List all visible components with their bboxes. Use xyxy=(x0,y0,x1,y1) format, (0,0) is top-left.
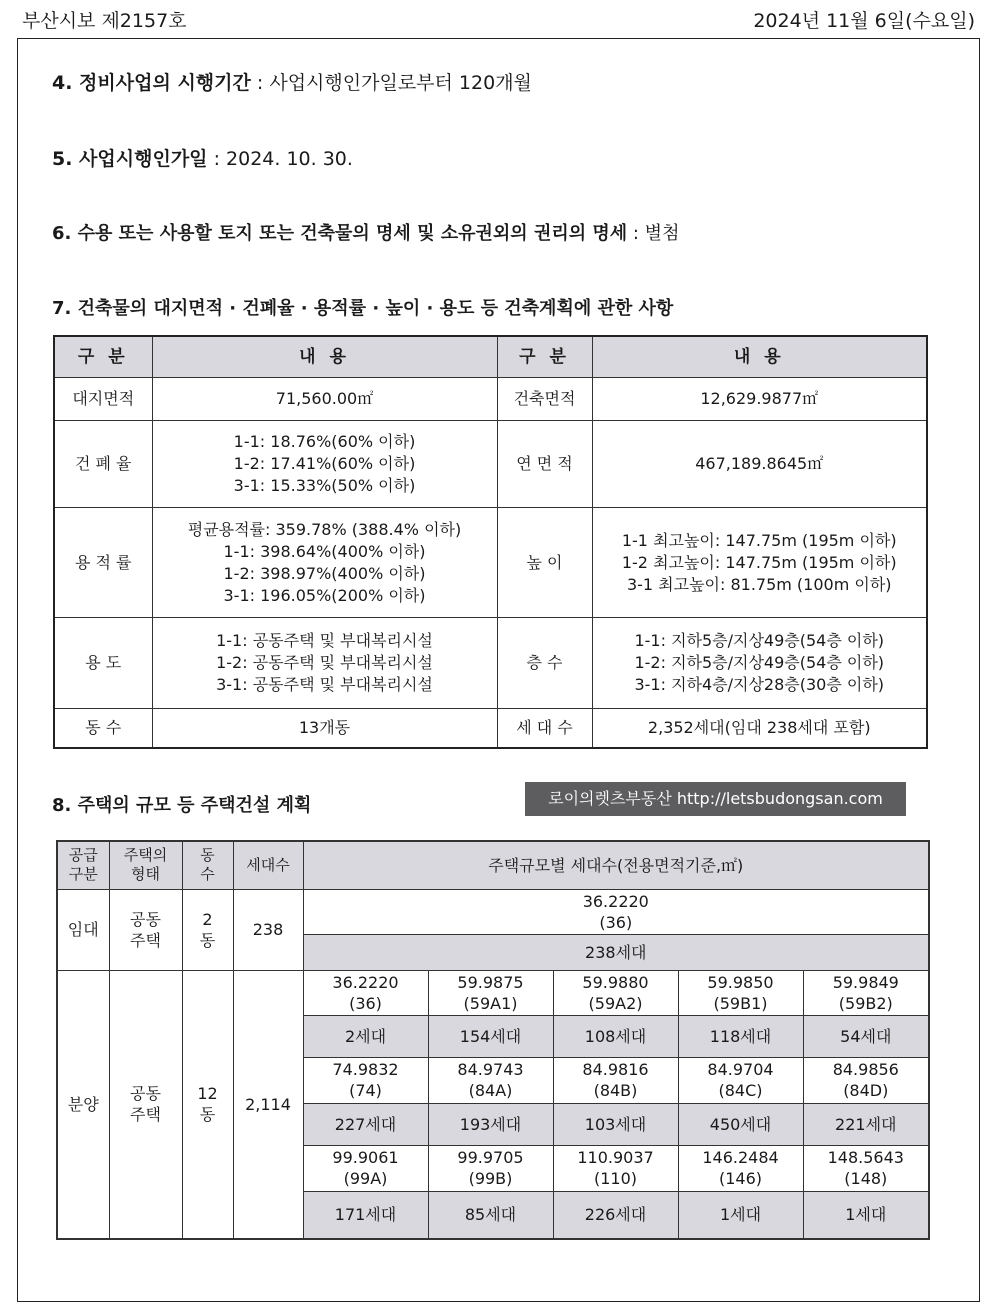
section-6 xyxy=(52,219,679,245)
header-buildings-line: 동 xyxy=(200,846,215,865)
count-cell: 1세대 xyxy=(678,1191,803,1239)
header-type-line: 주택의 xyxy=(123,846,168,865)
size-cell xyxy=(553,1145,678,1191)
rental-households: 238 xyxy=(233,889,303,970)
size-type: (110) xyxy=(593,1169,638,1188)
buildings-value: 13개동 xyxy=(152,709,497,748)
far-line: 1-2: 398.97%(400% 이하) xyxy=(223,563,426,583)
header-supply-line: 구분 xyxy=(68,865,98,884)
far-line: 3-1: 196.05%(200% 이하) xyxy=(223,585,426,605)
size-type: (36) xyxy=(599,912,633,932)
total-floor-area-label: 연 면 적 xyxy=(497,421,592,508)
header-buildings xyxy=(182,841,233,889)
size-area: 59.9875 xyxy=(457,972,524,992)
size-type: (84D) xyxy=(843,1081,889,1100)
coverage-line: 1-2: 17.41%(60% 이하) xyxy=(233,454,416,473)
building-area-label: 건축면적 xyxy=(497,378,592,421)
floors-line: 3-1: 지하4층/지상28층(30층 이하) xyxy=(634,675,885,694)
housing-plan-table xyxy=(56,840,930,1240)
use-line: 1-2: 공동주택 및 부대복리시설 xyxy=(216,653,433,672)
size-area: 36.2220 xyxy=(332,972,399,992)
households-value: 2,352세대(임대 238세대 포함) xyxy=(592,709,927,748)
floors-line: 1-2: 지하5층/지상49층(54층 이하) xyxy=(634,653,885,672)
sale-type-line: 주택 xyxy=(130,1105,161,1125)
rental-type-line: 주택 xyxy=(130,930,161,950)
section-6-label: 6. 수용 또는 사용할 토지 또는 건축물의 명세 및 소유권외의 권리의 명세 xyxy=(52,223,628,244)
use-line: 3-1: 공동주택 및 부대복리시설 xyxy=(216,675,433,694)
size-type: (59B2) xyxy=(838,993,893,1013)
section-6-value: : 별첨 xyxy=(632,223,680,244)
count-cell: 118세대 xyxy=(678,1015,803,1057)
coverage-value xyxy=(152,421,497,508)
count-cell: 450세대 xyxy=(678,1103,803,1145)
height-line: 1-2 최고높이: 147.75m (195m 이하) xyxy=(621,552,897,572)
size-cell xyxy=(803,1057,929,1103)
use-line: 1-1: 공동주택 및 부대복리시설 xyxy=(216,631,433,650)
table-row xyxy=(54,618,927,709)
coverage-line: 1-1: 18.76%(60% 이하) xyxy=(233,432,416,451)
size-area: 99.9061 xyxy=(332,1148,399,1167)
rental-buildings xyxy=(182,889,233,970)
header-households: 세대수 xyxy=(233,841,303,889)
size-cell xyxy=(678,1057,803,1103)
size-cell xyxy=(428,1145,553,1191)
rental-buildings-line: 동 xyxy=(199,930,216,950)
total-floor-area-value: 467,189.8645㎡ xyxy=(592,421,927,508)
section-7-label: 7. 건축물의 대지면적 · 건폐율 · 용적률 · 높이 · 용도 등 건축계획에 관한 사항 xyxy=(52,298,674,319)
size-type: (84C) xyxy=(718,1081,763,1100)
header-buildings-line: 수 xyxy=(200,865,215,884)
far-value xyxy=(152,508,497,618)
far-line: 1-1: 398.64%(400% 이하) xyxy=(223,541,426,561)
section-7 xyxy=(52,294,673,320)
size-type: (59A1) xyxy=(463,993,518,1013)
count-cell: 108세대 xyxy=(553,1015,678,1057)
bulletin-number: 부산시보 제2157호 xyxy=(22,10,187,32)
header-category-left: 구 분 xyxy=(54,336,152,378)
size-type: (148) xyxy=(844,1169,888,1188)
size-area: 84.9816 xyxy=(582,1060,649,1079)
height-label: 높 이 xyxy=(497,508,592,618)
table-row xyxy=(54,508,927,618)
section-4-label: 4. 정비사업의 시행기간 xyxy=(52,72,251,94)
sale-type-line: 공동 xyxy=(130,1084,161,1104)
table-row xyxy=(57,889,929,934)
count-cell: 1세대 xyxy=(803,1191,929,1239)
size-area: 59.9850 xyxy=(707,972,774,992)
size-type: (59B1) xyxy=(713,993,768,1013)
sale-buildings-line: 동 xyxy=(199,1105,216,1125)
floors-value xyxy=(592,618,927,709)
table-row xyxy=(54,378,927,421)
size-area: 59.9880 xyxy=(582,972,649,992)
use-value xyxy=(152,618,497,709)
count-cell: 221세대 xyxy=(803,1103,929,1145)
coverage-label: 건 폐 율 xyxy=(54,421,152,508)
size-area: 59.9849 xyxy=(832,972,899,992)
far-line: 평균용적률: 359.78% (388.4% 이하) xyxy=(187,519,462,539)
count-cell: 154세대 xyxy=(428,1015,553,1057)
sale-buildings xyxy=(182,970,233,1239)
size-cell xyxy=(428,970,553,1015)
size-type: (36) xyxy=(349,993,382,1013)
size-area: 74.9832 xyxy=(332,1060,399,1079)
buildings-label: 동 수 xyxy=(54,709,152,748)
table-row xyxy=(57,970,929,1015)
size-cell xyxy=(803,970,929,1015)
count-cell: 171세대 xyxy=(303,1191,428,1239)
count-cell: 54세대 xyxy=(803,1015,929,1057)
size-cell xyxy=(303,1145,428,1191)
size-area: 36.2220 xyxy=(582,891,649,911)
header-category-right: 구 분 xyxy=(497,336,592,378)
header-content-right: 내 용 xyxy=(592,336,927,378)
size-type: (59A2) xyxy=(588,993,643,1013)
size-cell xyxy=(428,1057,553,1103)
households-label: 세 대 수 xyxy=(497,709,592,748)
rental-size xyxy=(303,889,929,934)
size-area: 99.9705 xyxy=(457,1148,524,1167)
size-cell xyxy=(303,970,428,1015)
sale-type xyxy=(109,970,182,1239)
size-area: 84.9704 xyxy=(707,1060,774,1079)
sale-buildings-line: 12 xyxy=(197,1084,218,1104)
site-area-label: 대지면적 xyxy=(54,378,152,421)
count-cell: 85세대 xyxy=(428,1191,553,1239)
height-value xyxy=(592,508,927,618)
section-8-label: 8. 주택의 규모 등 주택건설 계획 xyxy=(52,795,312,816)
use-label: 용 도 xyxy=(54,618,152,709)
header-supply xyxy=(57,841,109,889)
table-header-row xyxy=(57,841,929,889)
section-5-value: : 2024. 10. 30. xyxy=(213,148,353,170)
watermark-banner: 로이의렛츠부동산 http://letsbudongsan.com xyxy=(525,782,906,816)
rental-buildings-line: 2 xyxy=(202,909,213,929)
size-type: (74) xyxy=(349,1081,382,1100)
size-area: 110.9037 xyxy=(577,1148,654,1167)
size-cell xyxy=(803,1145,929,1191)
floors-line: 1-1: 지하5층/지상49층(54층 이하) xyxy=(634,631,885,650)
table-row xyxy=(54,709,927,748)
size-type: (84A) xyxy=(468,1081,513,1100)
section-4-value: : 사업시행인가일로부터 120개월 xyxy=(256,72,532,94)
size-area: 84.9856 xyxy=(832,1060,899,1079)
header-type xyxy=(109,841,182,889)
size-cell xyxy=(553,970,678,1015)
table-header-row xyxy=(54,336,927,378)
rental-count: 238세대 xyxy=(303,934,929,970)
publication-date: 2024년 11월 6일(수요일) xyxy=(753,10,975,32)
rental-type-line: 공동 xyxy=(130,909,161,929)
section-8 xyxy=(52,791,311,817)
sale-households: 2,114 xyxy=(233,970,303,1239)
count-cell: 227세대 xyxy=(303,1103,428,1145)
height-line: 3-1 최고높이: 81.75m (100m 이하) xyxy=(626,574,892,594)
count-cell: 103세대 xyxy=(553,1103,678,1145)
header-supply-line: 공급 xyxy=(68,846,98,865)
header-type-line: 형태 xyxy=(131,865,160,884)
sale-supply: 분양 xyxy=(57,970,109,1239)
far-label: 용 적 률 xyxy=(54,508,152,618)
section-4 xyxy=(52,68,532,95)
header-sizes: 주택규모별 세대수(전용면적기준,㎡) xyxy=(303,841,929,889)
size-type: (99B) xyxy=(468,1169,513,1188)
section-5 xyxy=(52,144,353,171)
count-cell: 2세대 xyxy=(303,1015,428,1057)
size-area: 146.2484 xyxy=(702,1148,779,1167)
building-area-value: 12,629.9877㎡ xyxy=(592,378,927,421)
building-plan-table xyxy=(53,335,928,749)
table-row xyxy=(54,421,927,508)
size-cell xyxy=(678,1145,803,1191)
size-type: (84B) xyxy=(593,1081,638,1100)
header-content-left: 내 용 xyxy=(152,336,497,378)
size-area: 148.5643 xyxy=(827,1148,904,1167)
size-area: 84.9743 xyxy=(457,1060,524,1079)
section-5-label: 5. 사업시행인가일 xyxy=(52,148,208,170)
size-type: (99A) xyxy=(343,1169,388,1188)
floors-label: 층 수 xyxy=(497,618,592,709)
size-cell xyxy=(303,1057,428,1103)
size-cell xyxy=(553,1057,678,1103)
count-cell: 193세대 xyxy=(428,1103,553,1145)
rental-supply: 임대 xyxy=(57,889,109,970)
count-cell: 226세대 xyxy=(553,1191,678,1239)
size-cell xyxy=(678,970,803,1015)
coverage-line: 3-1: 15.33%(50% 이하) xyxy=(233,476,416,495)
size-type: (146) xyxy=(718,1169,763,1188)
height-line: 1-1 최고높이: 147.75m (195m 이하) xyxy=(621,530,897,550)
site-area-value: 71,560.00㎡ xyxy=(152,378,497,421)
rental-type xyxy=(109,889,182,970)
